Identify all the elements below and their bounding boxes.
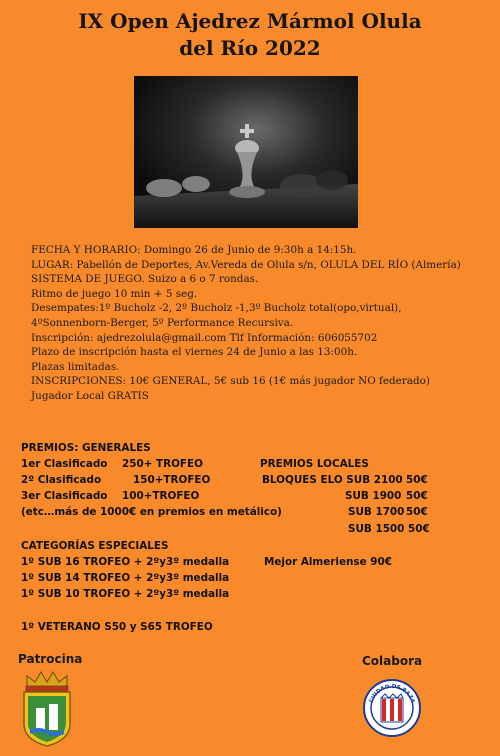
sub14-prize: 1º SUB 14 TROFEO + 2ºy3º medalla xyxy=(21,572,230,584)
baza-crest-icon xyxy=(362,678,422,743)
almeriense-prize: Mejor Almeriense 90€ xyxy=(264,556,392,568)
generales-heading: PREMIOS: GENERALES xyxy=(21,442,151,454)
olula-crest-icon xyxy=(18,668,76,753)
info-line: LUGAR: Pabellón de Deportes, Av.Vereda de Olula s/n, OLULA DEL RÍO (Almería) xyxy=(31,258,461,271)
info-line: Desempates:1º Bucholz -2, 2º Bucholz -1,3º Bucholz total(opo,virtual), xyxy=(31,302,402,315)
sub10-prize: 1º SUB 10 TROFEO + 2ºy3º medalla xyxy=(21,588,230,600)
baza-ring-text: CIUDAD DE BAZA xyxy=(368,683,416,705)
sub1900-value: 50€ xyxy=(406,490,428,502)
info-line: Ritmo de juego 10 min + 5 seg. xyxy=(31,287,198,300)
info-line: FECHA Y HORARIO: Domingo 26 de Junio de 9:30h a 14:15h. xyxy=(31,244,357,256)
first-place-label: 1er Clasificado xyxy=(21,458,108,470)
locales-heading: PREMIOS LOCALES xyxy=(260,458,369,470)
info-line: Inscripción: ajedrezolula@gmail.com Tlf Información: 606055702 xyxy=(31,331,378,344)
info-line: INSCRIPCIONES: 10€ GENERAL, 5€ sub 16 (1€ más jugador NO federado) xyxy=(31,375,430,388)
third-place-prize: 100+TROFEO xyxy=(122,490,200,502)
info-line: SISTEMA DE JUEGO. Suizo a 6 o 7 rondas. xyxy=(31,273,259,286)
colabora-label: Colabora xyxy=(362,654,423,668)
sub16-prize: 1º SUB 16 TROFEO + 2ºy3º medalla xyxy=(21,556,230,568)
info-line: 4ºSonnenborn-Berger, 5º Performance Recursiva. xyxy=(31,316,294,329)
sub1900-label: SUB 1900 xyxy=(345,490,402,502)
second-place-label: 2º Clasificado xyxy=(21,474,102,486)
etc-note: (etc…más de 1000€ en premios en metálico) xyxy=(21,506,282,518)
crown-icon xyxy=(26,672,68,691)
sub1700-label: SUB 1700 xyxy=(348,506,405,518)
info-line: Plazas limitadas. xyxy=(31,360,120,373)
first-place-prize: 250+ TROFEO xyxy=(122,458,203,470)
bloques-label: BLOQUES ELO SUB 2100 xyxy=(262,474,403,486)
veterano-prize: 1º VETERANO S50 y S65 TROFEO xyxy=(21,621,213,633)
bloques-value: 50€ xyxy=(406,474,428,486)
sub1700-value: 50€ xyxy=(406,506,428,518)
patrocina-label: Patrocina xyxy=(18,652,83,666)
title-line-2: del Río 2022 xyxy=(179,36,321,60)
info-line: Plazo de inscripción hasta el viernes 24 de Junio a las 13:00h. xyxy=(31,346,358,359)
third-place-label: 3er Clasificado xyxy=(21,490,108,502)
especiales-heading: CATEGORÍAS ESPECIALES xyxy=(21,540,169,552)
second-place-prize: 150+TROFEO xyxy=(133,474,211,486)
sub1500-value: 50€ xyxy=(408,523,430,535)
info-line: Jugador Local GRATIS xyxy=(31,389,149,402)
sub1500-label: SUB 1500 xyxy=(348,523,405,535)
title-line-1: IX Open Ajedrez Mármol Olula xyxy=(78,9,422,33)
